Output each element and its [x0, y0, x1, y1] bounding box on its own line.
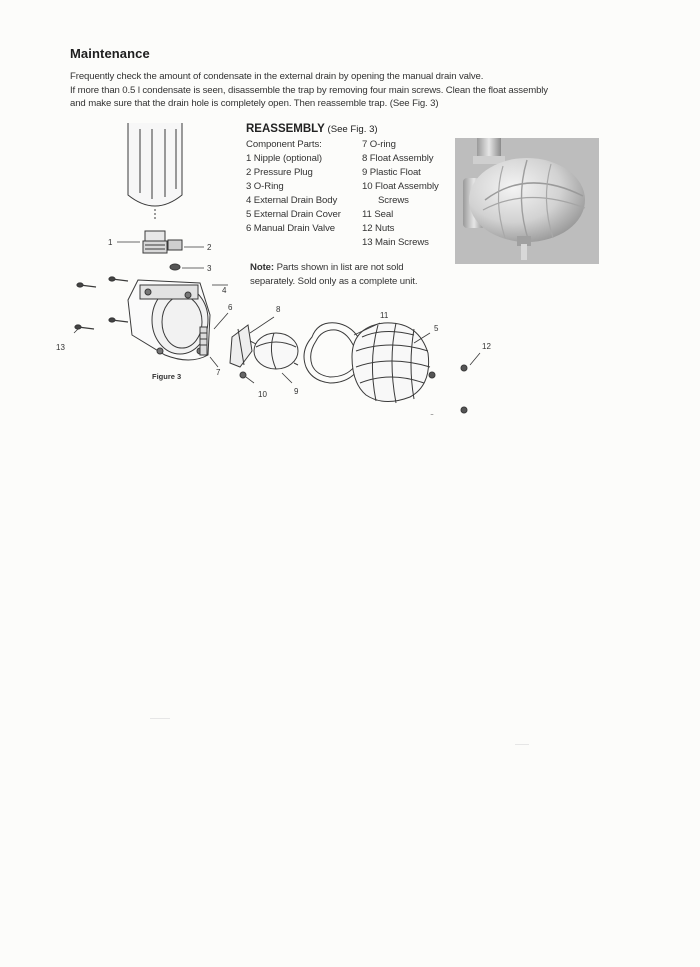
callout-1: 1: [108, 238, 113, 247]
callout-3: 3: [207, 264, 212, 273]
plastic-float: [254, 333, 298, 369]
scan-speck: [150, 718, 170, 719]
part-item: 7 O-ring: [362, 139, 396, 150]
maintenance-instructions: [70, 70, 630, 111]
callout-10: 10: [258, 390, 267, 399]
callout-12: 12: [482, 342, 491, 351]
filter-bowl: [128, 123, 182, 221]
callout-7: 7: [216, 368, 221, 377]
part-item: 13 Main Screws: [362, 237, 429, 248]
figure-caption: Figure 3: [152, 372, 182, 381]
part-item: 5 External Drain Cover: [246, 209, 341, 220]
callout-6: 6: [228, 303, 233, 312]
part-item: 12 Nuts: [362, 223, 395, 234]
callout-11: 11: [380, 311, 389, 320]
exploded-diagram: [0, 115, 520, 420]
nuts: [429, 365, 467, 415]
part-item: 2 Pressure Plug: [246, 167, 313, 178]
part-item: 11 Seal: [362, 209, 394, 220]
part-item: 1 Nipple (optional): [246, 153, 322, 164]
part-item: 3 O-Ring: [246, 181, 284, 192]
intro-line: and make sure that the drain hole is completely open. Then reassemble trap. (See Fig. 3): [70, 98, 439, 110]
callout-5: 5: [434, 324, 439, 333]
callout-9: 9: [294, 387, 299, 396]
external-drain-cover: [352, 323, 435, 403]
callout-8: 8: [276, 305, 281, 314]
float-screws: [240, 372, 246, 378]
reassembly-title-ref: (See Fig. 3): [324, 124, 378, 135]
reassembly-title-text: REASSEMBLY: [246, 123, 325, 135]
scan-speck: [515, 744, 529, 745]
note-label: Note:: [250, 262, 275, 273]
part-item: 8 Float Assembly: [362, 153, 434, 164]
intro-line: Frequently check the amount of condensate in the external drain by opening the manual drain valve.: [70, 71, 484, 82]
callout-13: 13: [56, 343, 65, 352]
callout-4: 4: [222, 286, 227, 295]
o-ring-small: [170, 264, 180, 270]
nipple-part: [143, 231, 167, 253]
pressure-plug: [168, 240, 182, 250]
figure-3-drawing: [0, 115, 520, 415]
note-body: Parts shown in list are not sold separately. Sold only as a complete unit.: [250, 262, 418, 287]
intro-line: If more than 0.5 l condensate is seen, disassemble the trap by removing four main screws. Clean the float assembly: [70, 84, 548, 96]
part-item-continued: Screws: [378, 195, 409, 206]
section-heading: Maintenance: [70, 46, 150, 61]
part-item: 10 Float Assembly: [362, 181, 439, 192]
part-item: 4 External Drain Body: [246, 195, 338, 206]
part-item: 9 Plastic Float: [362, 167, 421, 178]
manual-drain-valve: [200, 327, 207, 355]
callout-2: 2: [207, 243, 212, 252]
main-screws: [75, 277, 128, 329]
part-item: 6 Manual Drain Valve: [246, 223, 336, 234]
external-drain-body: [128, 280, 210, 360]
parts-header: Component Parts:: [246, 139, 322, 150]
